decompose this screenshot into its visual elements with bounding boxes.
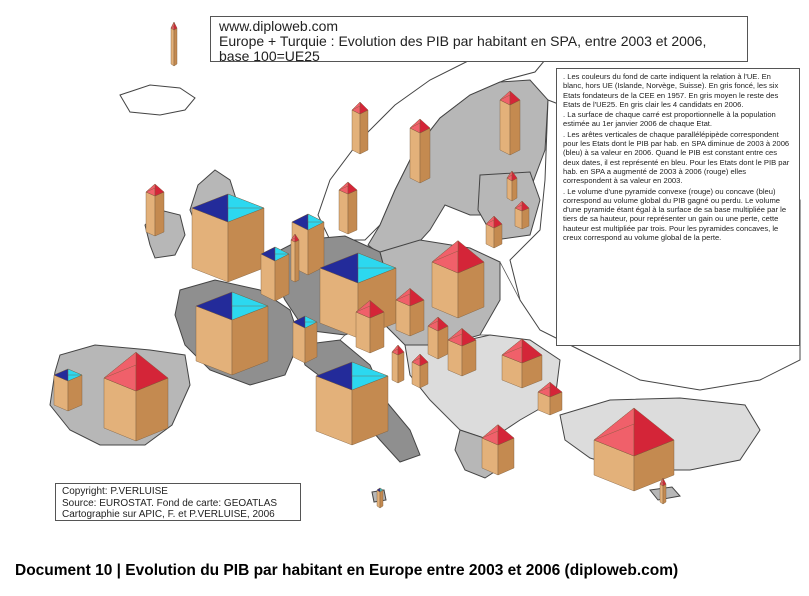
- cyprus-side-right: [663, 484, 666, 504]
- switzerland-side-left: [293, 322, 305, 363]
- slovenia-side-right: [398, 352, 404, 383]
- legend-box: [556, 68, 800, 346]
- norway-side-left: [352, 110, 360, 154]
- ireland-side-left: [146, 192, 155, 236]
- denmark-side-right: [348, 190, 357, 234]
- austria-side-left: [396, 300, 410, 336]
- legend-paragraph-colors: . Les couleurs du fond de carte indiquent la relation à l'UE. En blanc, hors UE (Islande, Norvège, Suisse). En gris foncé, les six Etats fondateurs de la CEE en 1957. En gris moyen le reste des Etats de l'UE25. En gris clair les 4 candidats en 2006.: [563, 72, 779, 109]
- malta-side-right: [380, 490, 383, 508]
- legend-paragraph-pyramids: . Le volume d'une pyramide convexe (rouge) ou concave (bleu) correspond au volume global du PIB gagné ou perdu. Le volume d'une pyramide étant égal à la surface de sa base multipliée par le tiers de sa hauteur, pour représenter un gain ou une perte, cette hauteur est multipliée par trois. Pour les pyramides concaves, le creux correspond au volume global de la perte.: [563, 186, 787, 243]
- cartography-line: Cartographie sur APIC, F. et P.VERLUISE, 2006: [62, 509, 275, 520]
- estonia-side-right: [512, 178, 517, 201]
- luxembourg-side-right: [295, 240, 299, 282]
- document-caption: Document 10 | Evolution du PIB par habitant en Europe entre 2003 et 2006 (diploweb.com): [15, 562, 679, 579]
- denmark-side-left: [339, 190, 348, 234]
- legend-arrow-side-left: [171, 28, 174, 66]
- belgium-side-left: [261, 254, 275, 301]
- croatia-side-right: [420, 362, 428, 388]
- legend-paragraph-edges: . Les arêtes verticales de chaque parallélépipède correspondent pour les Etats dont le PIB par hab. en SPA diminue de 2003 à 2006 (bleu) à sa valeur en 2006. Quand le PIB est constant entre ces deux dates, il est représenté en bleu. Pour les Etats dont le PIB par hab. en SPA a augmenté de 2003 à 2006 (rouge) elles correspondent à sa valeur en 2003.: [563, 129, 790, 186]
- malta-side-left: [377, 490, 380, 508]
- copyright-line: Copyright: P.VERLUISE: [62, 486, 168, 497]
- luxembourg-side-left: [291, 240, 295, 282]
- sweden-side-right: [420, 128, 430, 183]
- switzerland-side-right: [305, 322, 317, 363]
- netherlands-side-right: [308, 222, 324, 275]
- cyprus-side-left: [660, 484, 663, 504]
- portugal-side-left: [54, 375, 68, 411]
- czechia-side-left: [356, 312, 370, 353]
- slovenia-side-left: [392, 352, 398, 383]
- ireland-side-right: [155, 192, 164, 236]
- source-line: Source: EUROSTAT. Fond de carte: GEOATLAS: [62, 497, 278, 509]
- estonia-side-left: [507, 178, 512, 201]
- croatia-side-left: [412, 362, 420, 388]
- portugal-side-right: [68, 375, 82, 411]
- site-url[interactable]: www.diploweb.com: [219, 18, 339, 34]
- norway-side-right: [360, 110, 368, 154]
- slovakia-side-right: [438, 326, 448, 359]
- map-subtitle: base 100=UE25: [219, 48, 320, 64]
- credits-box: [55, 483, 301, 521]
- hungary-side-left: [448, 340, 462, 376]
- hungary-side-right: [462, 340, 476, 376]
- finland-side-right: [510, 100, 520, 155]
- legend-arrow-side-right: [174, 28, 177, 66]
- belgium-side-right: [275, 254, 289, 301]
- latvia-side-right: [522, 208, 529, 229]
- map-title: Europe + Turquie : Evolution des PIB par habitant en SPA, entre 2003 et 2006,: [219, 33, 707, 49]
- slovakia-side-left: [428, 326, 438, 359]
- czechia-side-right: [370, 312, 384, 353]
- legend-paragraph-surface: . La surface de chaque carré est proportionnelle à la population estimée au 1er janvier 2006 de chaque Etat.: [563, 110, 776, 129]
- austria-side-right: [410, 300, 424, 336]
- latvia-side-left: [515, 208, 522, 229]
- title-box: [210, 16, 748, 62]
- sweden-side-left: [410, 128, 420, 183]
- finland-side-left: [500, 100, 510, 155]
